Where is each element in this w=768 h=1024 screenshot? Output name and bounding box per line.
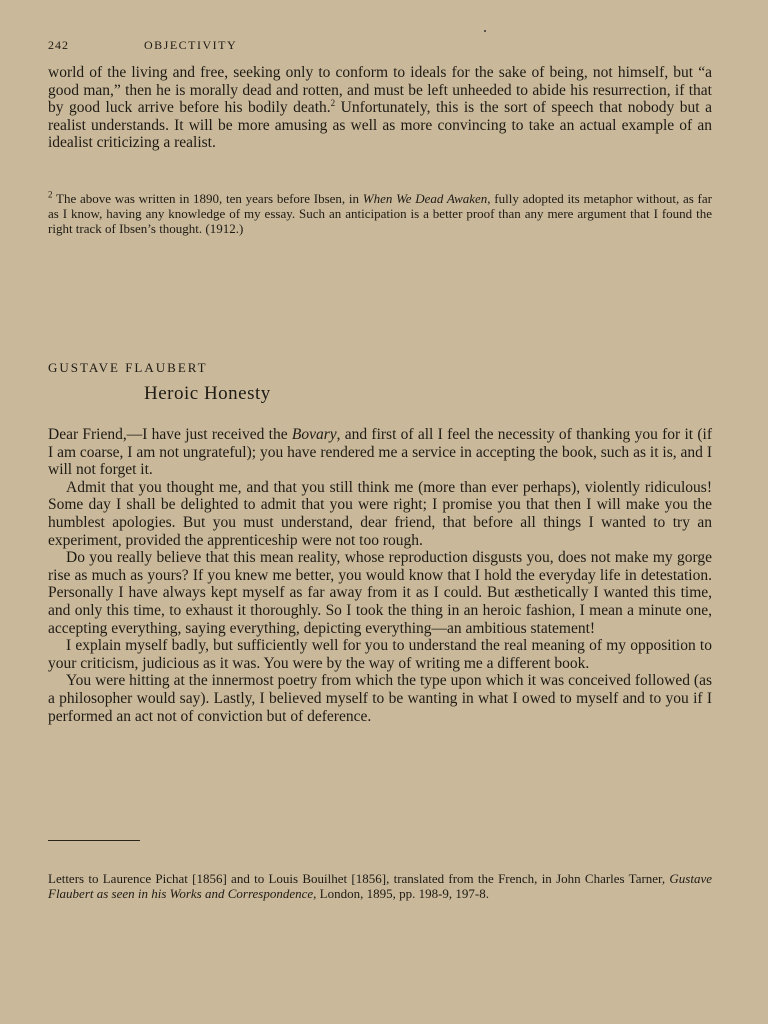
footnote (48, 191, 712, 237)
letter-p1-part-2: , and first of all I feel the necessity of thanking you for it (if I am coarse, I am not ungrateful); you have rendered me a service in accepting the book, such as it is, and I will not forget it. (48, 426, 712, 479)
continued-text-part-2: Unfortunately, this is the sort of speech that nobody but a realist understands. It will be more amusing as well as more convincing to take an actual example of an idealist criticizing a realist. (48, 99, 712, 152)
source-note (48, 872, 712, 901)
letter-body (48, 426, 712, 725)
page-number: 242 (48, 38, 69, 52)
running-head (48, 38, 237, 53)
scan-speck (484, 30, 486, 32)
continued-text-part-1: world of the living and free, seeking only to conform to ideals for the sake of being, not himself, but “a good man,” then he is morally dead and rotten, and must be left unheeded to abide his resurrection, if that by good luck arrive before his bodily death. (48, 64, 712, 117)
letter-paragraph: You were hitting at the innermost poetry from which the type upon which it was conceived followed (as a philosopher would say). Lastly, I believed myself to be wanting in what I owed to myself and to you if I performed an act not of conviction but of deference. (48, 672, 712, 725)
letter-paragraph: Admit that you thought me, and that you still think me (more than ever perhaps), violently ridiculous! Some day I shall be delighted to admit that you were right; I promise you that then I will make you the humblest apologies. But you must understand, dear friend, that before all things I wanted to try an experiment, provided the apprenticeship were not too rough. (48, 478, 712, 549)
source-book-title: Gustave Flaubert as seen in his Works and Correspondence (48, 871, 712, 901)
continued-paragraph (48, 64, 712, 152)
source-text-part-2: , London, 1895, pp. 198-9, 197-8. (313, 885, 490, 901)
source-text-part-1: Letters to Laurence Pichat [1856] and to Louis Bouilhet [1856], translated from the French, in John Charles Tarner, (48, 871, 670, 886)
footnote-reference: 2 (330, 98, 336, 109)
letter-paragraph: Do you really believe that this mean reality, whose reproduction disgusts you, does not make my gorge rise as much as yours? If you knew me better, you would know that I hold the everyday life in detestation. Personally I have always kept myself as far away from it as I could. But æsthetically I wanted this time, and only this time, to exhaust it thoroughly. So I took the thing in an heroic fashion, I mean a minute one, accepting everything, saying everything, depicting everything—an ambitious statement! (48, 549, 712, 637)
letter-paragraph (48, 426, 712, 479)
author-heading: GUSTAVE FLAUBERT (48, 360, 208, 375)
letter-book-title: Bovary (291, 426, 337, 443)
footnote-text-part-1: The above was written in 1890, ten years before Ibsen, in (52, 191, 363, 206)
footnote-work-title: When We Dead Awaken (362, 191, 488, 206)
essay-title: Heroic Honesty (144, 383, 271, 404)
footnote-text-part-2: , fully adopted its metaphor without, as far as I know, having any knowledge of my essay. Such an anticipation is a better proof than any mere argument that I found the right track of Ibsen’s thought. (1912.) (48, 191, 712, 237)
letter-p1-part-1: Dear Friend,—I have just received the (48, 426, 292, 443)
letter-paragraph: I explain myself badly, but sufficiently well for you to understand the real meaning of my opposition to your criticism, judicious as it was. You were by the way of writing me a different book. (48, 637, 712, 672)
running-head-title: OBJECTIVITY (144, 38, 238, 52)
footnote-marker: 2 (48, 189, 53, 200)
source-divider (48, 840, 140, 841)
